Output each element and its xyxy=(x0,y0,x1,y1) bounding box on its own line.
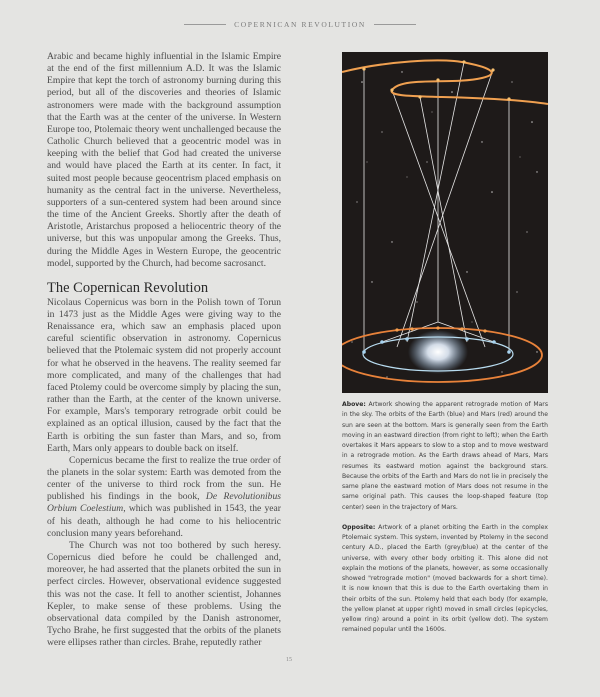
running-head-title: COPERNICAN REVOLUTION xyxy=(234,20,366,29)
paragraph-church: The Church was not too bothered by such heresy. Copernicus died before he could be challenged and, moreover, he had asserted that the planets orbited the sun in perfect circles. However, observational evidence suggested this was not the case. It fell to another scientist, Johannes Kepler, to make sense of these problems. Using the observational data compiled by the Danish astronomer, Tycho Brahe, he first suggested that the orbits of the planets were ellipses rather than circles. Brahe, reputedly rather xyxy=(47,539,281,649)
running-head xyxy=(0,20,600,29)
caption-above xyxy=(342,400,548,513)
book-title: De Revolutionibus Orbium Coelestium xyxy=(47,491,282,515)
caption-opposite-text: Artwork of a planet orbiting the Earth in the complex Ptolemaic system. This system, invented by Ptolemy in the second century A.D., placed the Earth (grey/blue) at the center of the universe, with every other body orbiting it. This alone did not explain the motions of the planets, however, as some occasionally showed "retrograde motion" (moved backwards for a short time). It is now known that this is due to the Earth overtaking them in their orbits of the sun. Ptolemy held that each body (for example, the yellow planet at upper right) moved in small circles (epicycles, yellow ring) around a point in its orbit (yellow dot). The system remained popular until the 1600s. xyxy=(342,523,548,634)
sight-lines xyxy=(364,62,509,352)
paragraph-true-order xyxy=(47,455,281,540)
retrograde-diagram-illustration xyxy=(342,52,548,393)
retrograde-motion-artwork xyxy=(342,52,548,393)
section-heading: The Copernican Revolution xyxy=(47,279,209,296)
page-number: 15 xyxy=(286,657,292,663)
mars-apparent-path xyxy=(342,60,548,104)
paragraph-text: , which was published in 1543, the year of his death, although he had come to his heliocentric conclusion many years beforehand. xyxy=(47,503,282,539)
header-rule-right xyxy=(374,24,416,25)
intro-paragraph: Arabic and became highly influential in the Islamic Empire at the end of the first millennium A.D. It was the Islamic Empire that kept the torch of astronomy burning during this period, but all of the discoveries and theories of Islamic astronomers were made with the background assumption that the Earth was at the center of the universe. In Western Europe too, Ptolemaic theory went unchallenged because the Catholic Church believed that a geocentric model was in keeping with the belief that God had created the universe and would have placed the Earth at its center. In fact, it suited most people because geocentrism placed emphasis on humanity as the central fact in the universe. Nevertheless, supporters of a sun-centered system had been around since the time of the Ancient Greeks. Shortly after the death of Aristotle, Aristarchus proposed a heliocentric theory of the universe, but this was unpopular among the Greeks. Thus, during the Middle Ages in Western Europe, the geocentric model, supported by the Church, had become sacrosanct. xyxy=(47,51,281,269)
paragraph-copernicus-born: Nicolaus Copernicus was born in the Polish town of Torun in 1473 just as the Middle Ages were giving way to the Renaissance era, which saw an emphasis placed upon careful scientific observation in astronomy. Copernicus believed that the Ptolemaic system did not properly account for what he observed in the heavens. The reality seemed far more complicated, and many of the challenges that had faced Ptolemy could be overcome simply by placing the sun, rather than the Earth, at the center of the known universe. For example, Mars's temporary retrograde orbit could be explained as an optical illusion, caused by the fact that the Earth is orbiting the sun faster than Mars, and so, from Earth, Mars only appears to double back on itself. xyxy=(47,296,281,454)
mars-path-markers xyxy=(362,60,510,100)
paragraph-text: Copernicus became the first to realize the true order of the planets in the solar system: Earth was demoted from the center of the universe to third rock from the sun. He published his findings in the book, xyxy=(47,454,281,503)
figure-captions xyxy=(342,400,548,646)
caption-above-label: Above: xyxy=(342,401,366,408)
body-text-column xyxy=(47,51,281,649)
header-rule-left xyxy=(184,24,226,25)
caption-opposite xyxy=(342,523,548,636)
caption-opposite-label: Opposite: xyxy=(342,523,376,531)
caption-above-text: Artwork showing the apparent retrograde motion of Mars in the sky. The orbits of the Earth (blue) and Mars (red) around the sun are seen at the bottom. Mars is generally seen from the Earth moving in an eastward direction (from right to left); when the Earth overtakes it Mars appears to slow to a stop and to move westward in a retrograde motion. As the Earth draws ahead of Mars, Mars resumes its eastward motion against the background stars. Because the orbits of the Earth and Mars do not lie in precisely the same plane the eastward motion of Mars does not resume in the same original path. This causes the loop-shaped feature (top center) seen in the trajectory of Mars. xyxy=(342,401,548,511)
